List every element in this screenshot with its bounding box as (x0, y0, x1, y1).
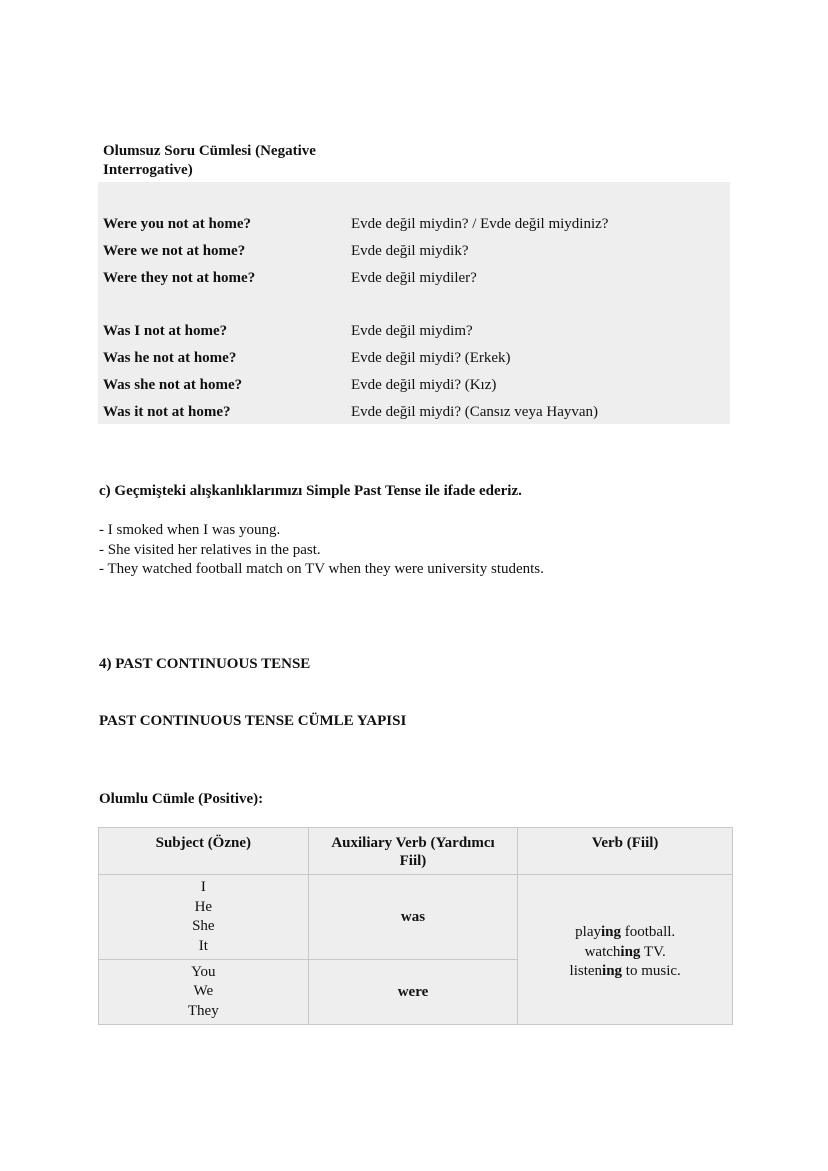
translation-text: Evde değil miydik? (351, 243, 469, 259)
question-text: Were we not at home? (103, 243, 246, 259)
verb-example: watching TV. (584, 943, 666, 960)
subject-pronoun: He (194, 898, 213, 915)
question-text: Was it not at home? (103, 404, 231, 420)
example-sentence: - They watched football match on TV when they were university students. (99, 561, 544, 577)
section-heading-past-continuous: 4) PAST CONTINUOUS TENSE (99, 656, 311, 672)
qa-row (98, 347, 730, 369)
qa-row (98, 213, 730, 235)
translation-text: Evde değil miydi? (Kız) (351, 377, 497, 393)
negative-interrogative-panel (98, 182, 730, 424)
qa-row (98, 240, 730, 262)
positive-structure-table (98, 827, 733, 1025)
subject-pronoun: We (193, 983, 214, 1000)
section-heading-positive: Olumlu Cümle (Positive): (99, 791, 264, 807)
qa-row (98, 401, 730, 423)
subject-pronoun: You (191, 963, 216, 980)
section-heading-structure: PAST CONTINUOUS TENSE CÜMLE YAPISI (99, 713, 407, 729)
subject-cell (99, 960, 309, 1025)
question-text: Was I not at home? (103, 323, 228, 339)
column-header-verb: Verb (Fiil) (518, 828, 733, 875)
subject-pronoun: She (192, 918, 215, 934)
verb-cell (518, 875, 733, 1025)
qa-row (98, 267, 730, 289)
example-sentence: - I smoked when I was young. (99, 522, 281, 538)
question-text: Was he not at home? (103, 350, 237, 366)
question-text: Was she not at home? (103, 377, 243, 393)
question-text: Were you not at home? (103, 216, 252, 232)
auxiliary-cell: was (308, 875, 518, 960)
translation-text: Evde değil miydim? (351, 323, 473, 339)
section-title-past-habits: c) Geçmişteki alışkanlıklarımızı Simple Past Tense ile ifade ederiz. (99, 483, 522, 499)
translation-text: Evde değil miydi? (Cansız veya Hayvan) (351, 404, 599, 420)
example-list (99, 521, 544, 580)
question-text: Were they not at home? (103, 270, 256, 286)
translation-text: Evde değil miydiler? (351, 270, 477, 286)
verb-example: listening to music. (569, 963, 681, 980)
column-header-auxiliary: Auxiliary Verb (Yardımcı Fiil) (308, 828, 518, 875)
auxiliary-cell: were (308, 960, 518, 1025)
example-sentence: - She visited her relatives in the past. (99, 541, 321, 558)
subject-pronoun: They (187, 1002, 219, 1019)
section-title-negative-interrogative: Olumsuz Soru Cümlesi (Negative Interrogative) (103, 143, 316, 178)
verb-example: playing football. (575, 924, 676, 941)
table-header-row (99, 828, 733, 875)
qa-row (98, 320, 730, 342)
translation-text: Evde değil miydi? (Erkek) (351, 350, 511, 366)
subject-pronoun: I (200, 879, 206, 895)
column-header-subject: Subject (Özne) (99, 828, 309, 875)
subject-pronoun: It (198, 937, 208, 954)
subject-cell (99, 875, 309, 960)
qa-row (98, 374, 730, 396)
translation-text: Evde değil miydin? / Evde değil miydiniz? (351, 216, 609, 232)
table-row (99, 875, 733, 960)
